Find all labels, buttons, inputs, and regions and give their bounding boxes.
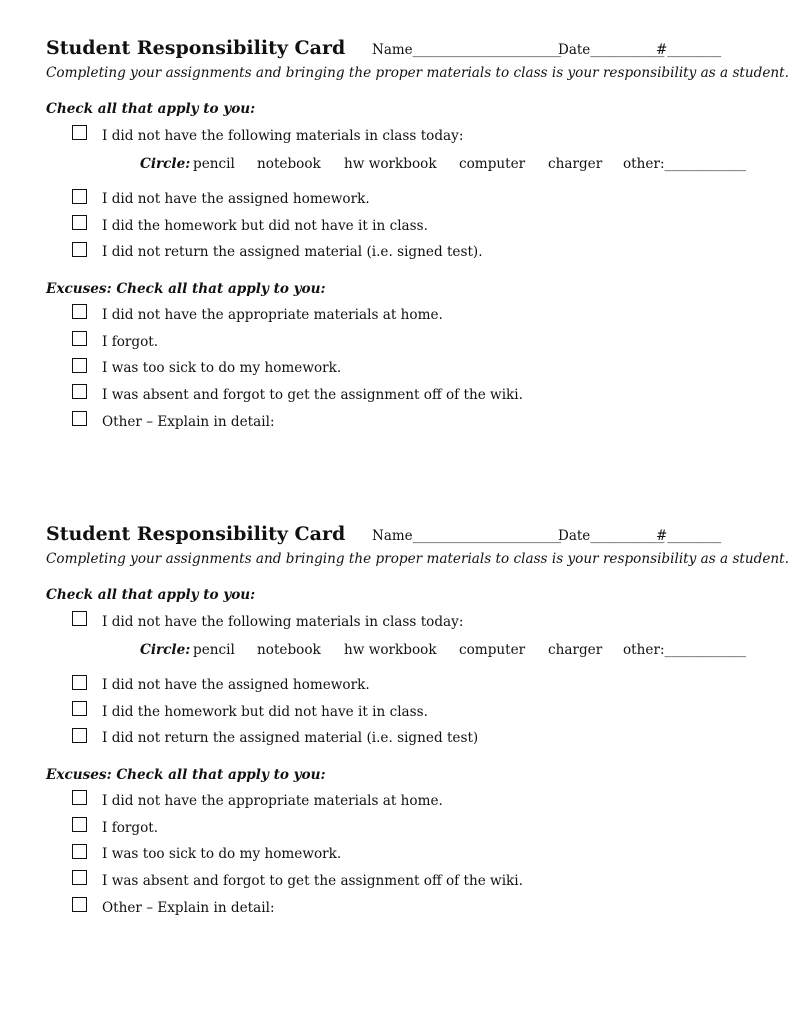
circle-label: Circle: [140,642,191,658]
circle-option-pencil[interactable]: pencil [193,156,235,172]
homework-missing-checkbox[interactable] [72,189,87,204]
card-subtitle: Completing your assignments and bringing the proper materials to class is your responsibility as a student. [46,65,789,81]
number-field[interactable]: #________ [656,528,722,544]
circle-option-computer[interactable]: computer [459,156,526,172]
card-subtitle: Completing your assignments and bringing the proper materials to class is your responsibility as a student. [46,551,789,567]
circle-option-hw-workbook[interactable]: hw workbook [344,156,437,172]
circle-option-hw-workbook[interactable]: hw workbook [344,642,437,658]
excuses-heading: Excuses: Check all that apply to you: [46,767,326,783]
card-title: Student Responsibility Card [46,37,346,59]
responsibility-card-2 [0,486,791,966]
check-item: I did not have the assigned homework. [102,677,370,693]
excuse-absent-checkbox[interactable] [72,870,87,885]
check-heading: Check all that apply to you: [46,587,256,603]
excuse-forgot-checkbox[interactable] [72,331,87,346]
circle-option-notebook[interactable]: notebook [257,642,321,658]
date-field[interactable]: Date___________ [558,528,665,544]
circle-option-computer[interactable]: computer [459,642,526,658]
circle-option-other[interactable]: other:____________ [623,156,747,172]
excuse-absent-checkbox[interactable] [72,384,87,399]
check-heading: Check all that apply to you: [46,101,256,117]
circle-options-row [0,642,791,660]
check-item: I did not return the assigned material (i.e. signed test). [102,244,483,260]
excuse-forgot-checkbox[interactable] [72,817,87,832]
circle-option-other[interactable]: other:____________ [623,642,747,658]
excuse-item: I was absent and forgot to get the assignment off of the wiki. [102,873,523,889]
circle-option-notebook[interactable]: notebook [257,156,321,172]
excuse-no-materials-checkbox[interactable] [72,304,87,319]
circle-option-charger[interactable]: charger [548,156,603,172]
excuse-item: I forgot. [102,820,159,836]
circle-option-charger[interactable]: charger [548,642,603,658]
homework-not-in-class-checkbox[interactable] [72,701,87,716]
materials-item-label: I did not have the following materials in class today: [102,614,464,630]
material-not-returned-checkbox[interactable] [72,242,87,257]
excuse-item: I was too sick to do my homework. [102,846,342,862]
circle-label: Circle: [140,156,191,172]
excuse-item: I did not have the appropriate materials at home. [102,793,443,809]
excuse-item: Other – Explain in detail: [102,900,275,916]
circle-option-pencil[interactable]: pencil [193,642,235,658]
materials-item-label: I did not have the following materials in class today: [102,128,464,144]
card-title: Student Responsibility Card [46,523,346,545]
excuse-item: I was too sick to do my homework. [102,360,342,376]
date-field[interactable]: Date___________ [558,42,665,58]
circle-options-row [0,156,791,174]
check-item: I did not have the assigned homework. [102,191,370,207]
homework-missing-checkbox[interactable] [72,675,87,690]
excuse-other-checkbox[interactable] [72,897,87,912]
excuse-sick-checkbox[interactable] [72,358,87,373]
name-field[interactable]: Name______________________ [372,528,562,544]
excuse-item: I was absent and forgot to get the assignment off of the wiki. [102,387,523,403]
materials-checkbox[interactable] [72,611,87,626]
excuse-no-materials-checkbox[interactable] [72,790,87,805]
check-item: I did not return the assigned material (i.e. signed test) [102,730,479,746]
excuse-item: I forgot. [102,334,159,350]
excuses-heading: Excuses: Check all that apply to you: [46,281,326,297]
name-field[interactable]: Name______________________ [372,42,562,58]
excuse-item: Other – Explain in detail: [102,414,275,430]
number-field[interactable]: #________ [656,42,722,58]
responsibility-card-1 [0,0,791,480]
check-item: I did the homework but did not have it in class. [102,218,428,234]
materials-checkbox[interactable] [72,125,87,140]
excuse-other-checkbox[interactable] [72,411,87,426]
excuse-sick-checkbox[interactable] [72,844,87,859]
material-not-returned-checkbox[interactable] [72,728,87,743]
check-item: I did the homework but did not have it in class. [102,704,428,720]
excuse-item: I did not have the appropriate materials at home. [102,307,443,323]
homework-not-in-class-checkbox[interactable] [72,215,87,230]
